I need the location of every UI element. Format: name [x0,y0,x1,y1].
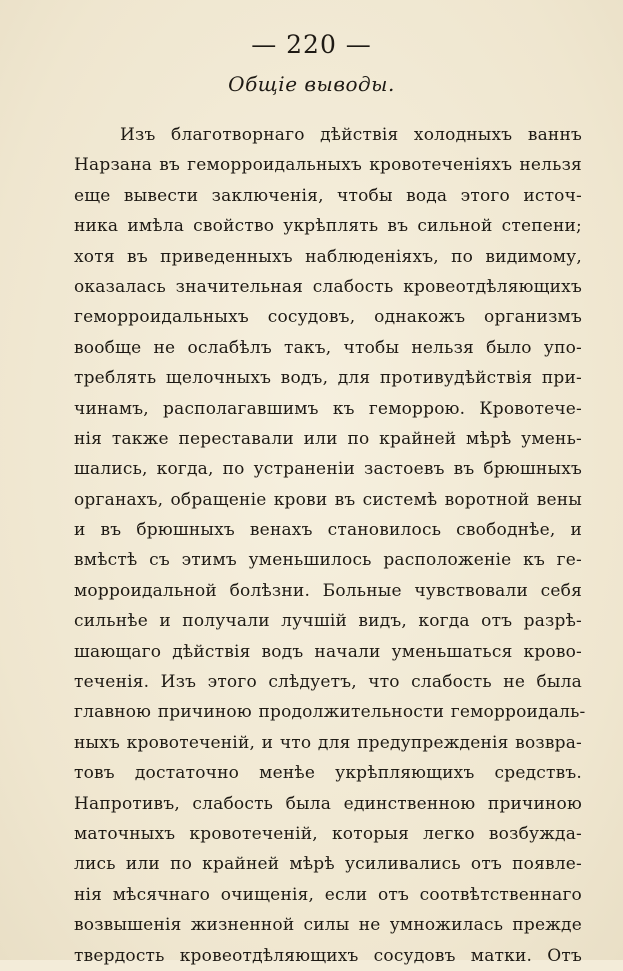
text-line: нія также переставали или по крайней мѣрѣ умень- [74,428,582,449]
text-line: еще вывести заключенія, чтобы вода этого источ- [74,185,582,206]
text-line: чинамъ, располагавшимъ къ геморрою. Кровотече- [74,398,582,419]
text-line: вообще не ослабѣлъ такъ, чтобы нельзя было упо- [74,337,582,358]
text-line: шающаго дѣйствія водъ начали уменьшаться крово- [74,641,582,662]
text-line: хотя въ приведенныхъ наблюденіяхъ, по видимому, [74,246,582,267]
text-line: оказалась значительная слабость кровеотдѣляющихъ [74,276,582,297]
text-line: морроидальной болѣзни. Больные чувствовали себя [74,580,582,601]
text-line: сильнѣе и получали лучшій видъ, когда отъ разрѣ- [74,611,582,632]
text-line: маточныхъ кровотеченій, которыя легко возбужда- [74,823,582,844]
text-line: ника имѣла свойство укрѣплять въ сильной степени; [74,216,582,237]
text-line: Напротивъ, слабость была единственною причиною [74,793,582,814]
text-line: шались, когда, по устраненіи застоевъ въ брюшныхъ [74,459,582,480]
text-line: Изъ благотворнаго дѣйствія холодныхъ ваннъ [120,125,582,145]
section-title: Общіе выводы. [228,72,395,96]
text-line: товъ достаточно менѣе укрѣпляющихъ средствъ. [74,763,582,784]
text-line: возвышенія жизненной силы не умножилась прежде [74,915,582,936]
text-line: ныхъ кровотеченій, и что для предупрежденія возвра- [74,732,582,753]
text-line: органахъ, обращеніе крови въ системѣ воротной вены [74,489,582,510]
text-line: теченія. Изъ этого слѣдуетъ, что слабость не была [74,672,582,693]
text-line: Нарзана въ геморроидальныхъ кровотеченіяхъ нельзя [74,155,582,176]
text-line: треблять щелочныхъ водъ, для противудѣйствія при- [74,368,582,389]
text-line: лись или по крайней мѣрѣ усиливались отъ появле- [74,854,582,875]
text-line: твердость кровеотдѣляющихъ сосудовъ матки. Отъ [74,945,582,966]
page-number: — 220 — [251,30,372,59]
text-line: нія мѣсячнаго очищенія, если отъ соотвѣтственнаго [74,884,582,905]
text-line: главною причиною продолжительности геморроидаль- [74,702,586,723]
text-line: вмѣстѣ съ этимъ уменьшилось расположеніе къ ге- [74,550,582,571]
text-line: геморроидальныхъ сосудовъ, однакожъ организмъ [74,307,582,328]
text-line: и въ брюшныхъ венахъ становилось свободнѣе, и [74,520,582,541]
body-text [74,120,586,971]
